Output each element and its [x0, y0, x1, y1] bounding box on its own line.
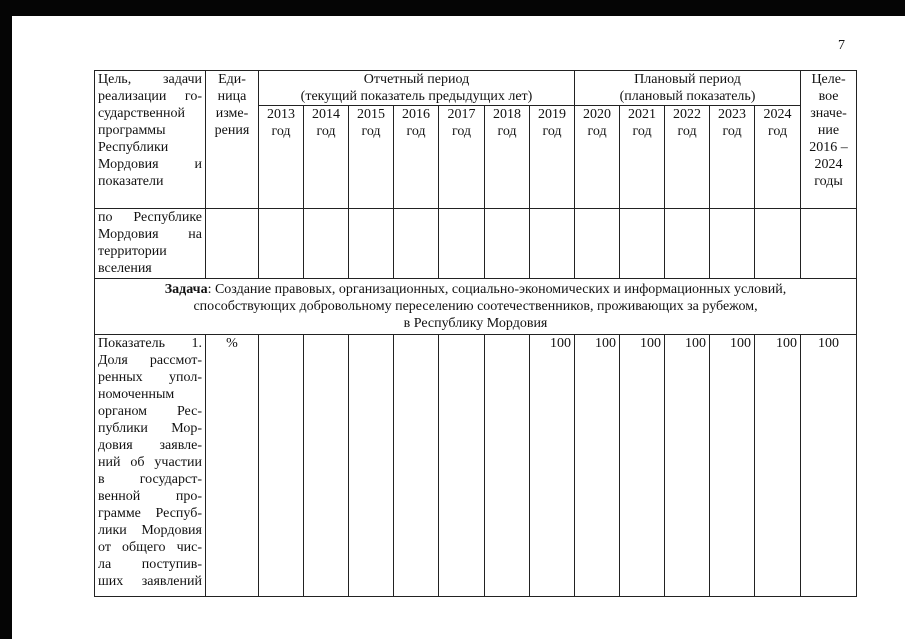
goal-header-line: Цель, задачи — [98, 72, 202, 87]
target-header-line: значе- — [810, 106, 847, 121]
empty-cell — [439, 209, 485, 279]
year-word: год — [497, 124, 517, 139]
indicator-value-2021: 100 — [620, 335, 665, 597]
year-word: год — [316, 124, 336, 139]
empty-cell — [665, 209, 710, 279]
continuation-line: по Республике — [98, 210, 202, 225]
year-value: 2018 — [493, 107, 521, 122]
indicator-value-2013 — [259, 335, 304, 597]
plan-period-line: Плановый период — [634, 72, 741, 87]
year-value: 2023 — [718, 107, 747, 122]
header-goal-text — [98, 71, 202, 190]
header-target-text — [804, 71, 853, 190]
year-value: 2015 — [357, 107, 385, 122]
goal-header-line: показатели — [98, 174, 164, 189]
year-header-2021 — [620, 106, 665, 209]
target-header-line: годы — [814, 174, 843, 189]
unit-header-line: ница — [217, 89, 247, 104]
task-line: Задача: Создание правовых, организационных, социально-экономических и информационных условий, — [164, 282, 787, 297]
year-word: год — [587, 124, 607, 139]
indicator-target-value: 100 — [801, 335, 857, 597]
indicators-table — [94, 70, 857, 597]
task-line: в Республику Мордовия — [403, 316, 548, 331]
year-word: год — [632, 124, 652, 139]
year-value: 2016 — [402, 107, 430, 122]
target-header-line: 2024 — [814, 157, 843, 172]
continuation-goal-cell — [95, 209, 206, 279]
continuation-line: вселения — [98, 261, 152, 276]
indicator-name-line: Доля рассмот- — [98, 353, 202, 368]
indicator-name-line: довия заявле- — [98, 438, 202, 453]
unit-header-line: Еди- — [218, 72, 246, 87]
empty-cell — [206, 209, 259, 279]
goal-header-line: Мордовия и — [98, 157, 202, 172]
year-word: год — [722, 124, 742, 139]
year-word: год — [271, 124, 291, 139]
year-value: 2017 — [447, 107, 476, 122]
header-goal-cell — [95, 71, 206, 209]
empty-cell — [394, 209, 439, 279]
indicator-value-2020: 100 — [575, 335, 620, 597]
indicator-name-cell — [95, 335, 206, 597]
indicator-unit: % — [206, 335, 259, 597]
indicator-name-line: ренных упол- — [98, 370, 202, 385]
empty-cell — [710, 209, 755, 279]
header-plan-period — [575, 71, 801, 106]
year-word: год — [451, 124, 472, 139]
year-header-2013 — [259, 106, 304, 209]
task-row — [95, 279, 857, 335]
task-label: Задача — [164, 282, 208, 297]
empty-cell — [801, 209, 857, 279]
header-unit-cell — [206, 71, 259, 209]
year-word: год — [542, 124, 562, 139]
indicator-row — [95, 335, 857, 597]
year-header-2019 — [530, 106, 575, 209]
indicator-name-line: в государст- — [98, 472, 202, 487]
indicator-name-line: лики Мордовия — [98, 523, 202, 538]
indicator-value-2022: 100 — [665, 335, 710, 597]
header-unit-text — [209, 71, 255, 139]
indicator-value-2019: 100 — [530, 335, 575, 597]
plan-period-line: (плановый показатель) — [619, 89, 756, 104]
year-value: 2021 — [628, 107, 657, 122]
header-reporting-period — [259, 71, 575, 106]
unit-header-line: рения — [214, 123, 250, 138]
year-header-2024 — [755, 106, 801, 209]
empty-cell — [575, 209, 620, 279]
year-header-2020 — [575, 106, 620, 209]
target-header-line: вое — [818, 89, 839, 104]
indicator-value-2015 — [349, 335, 394, 597]
task-text — [101, 281, 850, 332]
indicator-value-2024: 100 — [755, 335, 801, 597]
indicator-value-2023: 100 — [710, 335, 755, 597]
year-value: 2019 — [538, 107, 566, 122]
indicator-name-line: ний об участии — [98, 455, 202, 470]
indicator-name-line: ла поступив- — [98, 557, 202, 572]
goal-header-line: реализации го- — [98, 89, 202, 104]
indicator-name-line: от общего чис- — [98, 540, 202, 555]
year-value: 2022 — [673, 107, 702, 122]
header-target-cell — [801, 71, 857, 209]
indicator-name-line: ших заявлений — [98, 574, 202, 589]
indicator-name-line: грамме Респуб- — [98, 506, 202, 521]
year-header-2022 — [665, 106, 710, 209]
goal-header-line: программы — [98, 123, 166, 138]
year-header-2017 — [439, 106, 485, 209]
indicator-value-2016 — [394, 335, 439, 597]
year-word: год — [406, 124, 426, 139]
year-value: 2020 — [583, 107, 612, 122]
year-header-2014 — [304, 106, 349, 209]
indicator-value-2017 — [439, 335, 485, 597]
scan-edge-top — [0, 0, 905, 16]
continuation-row — [95, 209, 857, 279]
scan-edge-left — [0, 0, 12, 639]
year-value: 2013 — [267, 107, 295, 122]
year-word: год — [767, 124, 788, 139]
year-header-2023 — [710, 106, 755, 209]
year-value: 2014 — [312, 107, 340, 122]
indicator-name-line: Показатель 1. — [98, 336, 202, 351]
empty-cell — [530, 209, 575, 279]
goal-header-line: сударственной — [98, 106, 186, 121]
indicator-value-2018 — [485, 335, 530, 597]
indicator-value-2014 — [304, 335, 349, 597]
goal-header-line: Республики — [98, 140, 169, 155]
empty-cell — [259, 209, 304, 279]
empty-cell — [620, 209, 665, 279]
reporting-period-line: (текущий показатель предыдущих лет) — [300, 89, 533, 104]
continuation-line: территории — [98, 244, 167, 259]
indicator-name-line: номоченным — [98, 387, 175, 402]
year-header-2016 — [394, 106, 439, 209]
unit-header-line: изме- — [215, 106, 249, 121]
empty-cell — [304, 209, 349, 279]
year-word: год — [677, 124, 697, 139]
indicator-name-line: публики Мор- — [98, 421, 202, 436]
empty-cell — [755, 209, 801, 279]
target-header-line: 2016 – — [809, 140, 848, 155]
year-value: 2024 — [763, 107, 792, 122]
empty-cell — [349, 209, 394, 279]
indicator-name-line: органом Рес- — [98, 404, 202, 419]
target-header-line: ние — [817, 123, 840, 138]
year-header-2018 — [485, 106, 530, 209]
continuation-line: Мордовия на — [98, 227, 202, 242]
page-number: 7 — [838, 38, 845, 53]
empty-cell — [485, 209, 530, 279]
task-line: способствующих добровольному переселению соотечественников, проживающих за рубежом, — [193, 299, 758, 314]
reporting-period-line: Отчетный период — [363, 72, 470, 87]
year-word: год — [361, 124, 381, 139]
year-header-2015 — [349, 106, 394, 209]
indicator-name-line: венной про- — [98, 489, 202, 504]
target-header-line: Целе- — [811, 72, 846, 87]
